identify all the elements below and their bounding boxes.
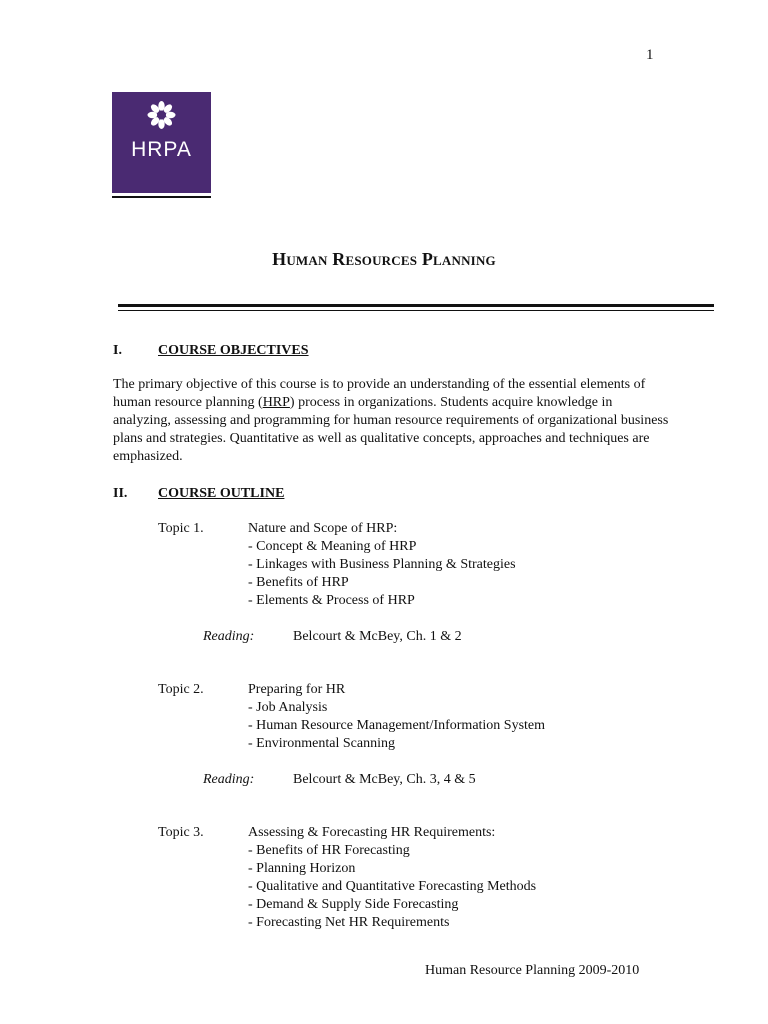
topic-item: - Benefits of HR Forecasting: [248, 843, 410, 858]
topic-item: - Elements & Process of HRP: [248, 593, 415, 608]
reading-text: Belcourt & McBey, Ch. 1 & 2: [293, 629, 462, 644]
page-number: 1: [646, 47, 654, 63]
section-number: II.: [113, 486, 128, 501]
topic-heading: Assessing & Forecasting HR Requirements:: [248, 825, 496, 840]
topic-item: - Planning Horizon: [248, 861, 356, 876]
topic-heading: Preparing for HR: [248, 682, 346, 697]
topic-item: - Environmental Scanning: [248, 736, 395, 751]
topic-content: [248, 824, 536, 932]
topic-item: - Forecasting Net HR Requirements: [248, 915, 450, 930]
objectives-paragraph: [113, 376, 673, 466]
reading-text: Belcourt & McBey, Ch. 3, 4 & 5: [293, 772, 476, 787]
topic-item: - Linkages with Business Planning & Strategies: [248, 557, 516, 572]
topic-item: - Qualitative and Quantitative Forecasting Methods: [248, 879, 537, 894]
topic-heading: Nature and Scope of HRP:: [248, 521, 398, 536]
hrp-abbreviation: HRP: [262, 395, 290, 410]
logo-underline: [112, 196, 211, 198]
topic-item: - Human Resource Management/Information System: [248, 718, 546, 733]
section-title: COURSE OUTLINE: [158, 486, 285, 501]
topic-item: - Demand & Supply Side Forecasting: [248, 897, 459, 912]
topic-content: [248, 681, 545, 753]
page-footer: Human Resource Planning 2009-2010: [425, 963, 640, 978]
paragraph-text: ) process in organizations. Students acquire knowledge in analyzing, assessing and programming for human resource requirements of organizational business plans and strategies. Quantitative as well as qualitative concepts, approaches and techniques are emphasized.: [113, 395, 669, 464]
document-title: Human Resources Planning: [272, 249, 496, 269]
topic-item: - Concept & Meaning of HRP: [248, 539, 417, 554]
flower-emblem-icon: [112, 92, 211, 138]
hrpa-logo: [112, 92, 211, 193]
section-number: I.: [113, 343, 122, 358]
topic-item: - Benefits of HRP: [248, 575, 349, 590]
section-title: COURSE OBJECTIVES: [158, 343, 309, 358]
paragraph-text: The primary objective of this course is to provide an understanding of the essential elements of human resource planning (: [113, 377, 646, 410]
reading-label: Reading:: [203, 629, 255, 644]
title-rule-thick: [118, 304, 714, 307]
logo-text: HRPA: [131, 138, 192, 161]
topic-label: Topic 3.: [158, 825, 204, 840]
topic-content: [248, 520, 516, 610]
topic-item: - Job Analysis: [248, 700, 328, 715]
reading-label: Reading:: [203, 772, 255, 787]
title-rule-thin: [118, 310, 714, 311]
topic-label: Topic 1.: [158, 521, 204, 536]
topic-label: Topic 2.: [158, 682, 204, 697]
